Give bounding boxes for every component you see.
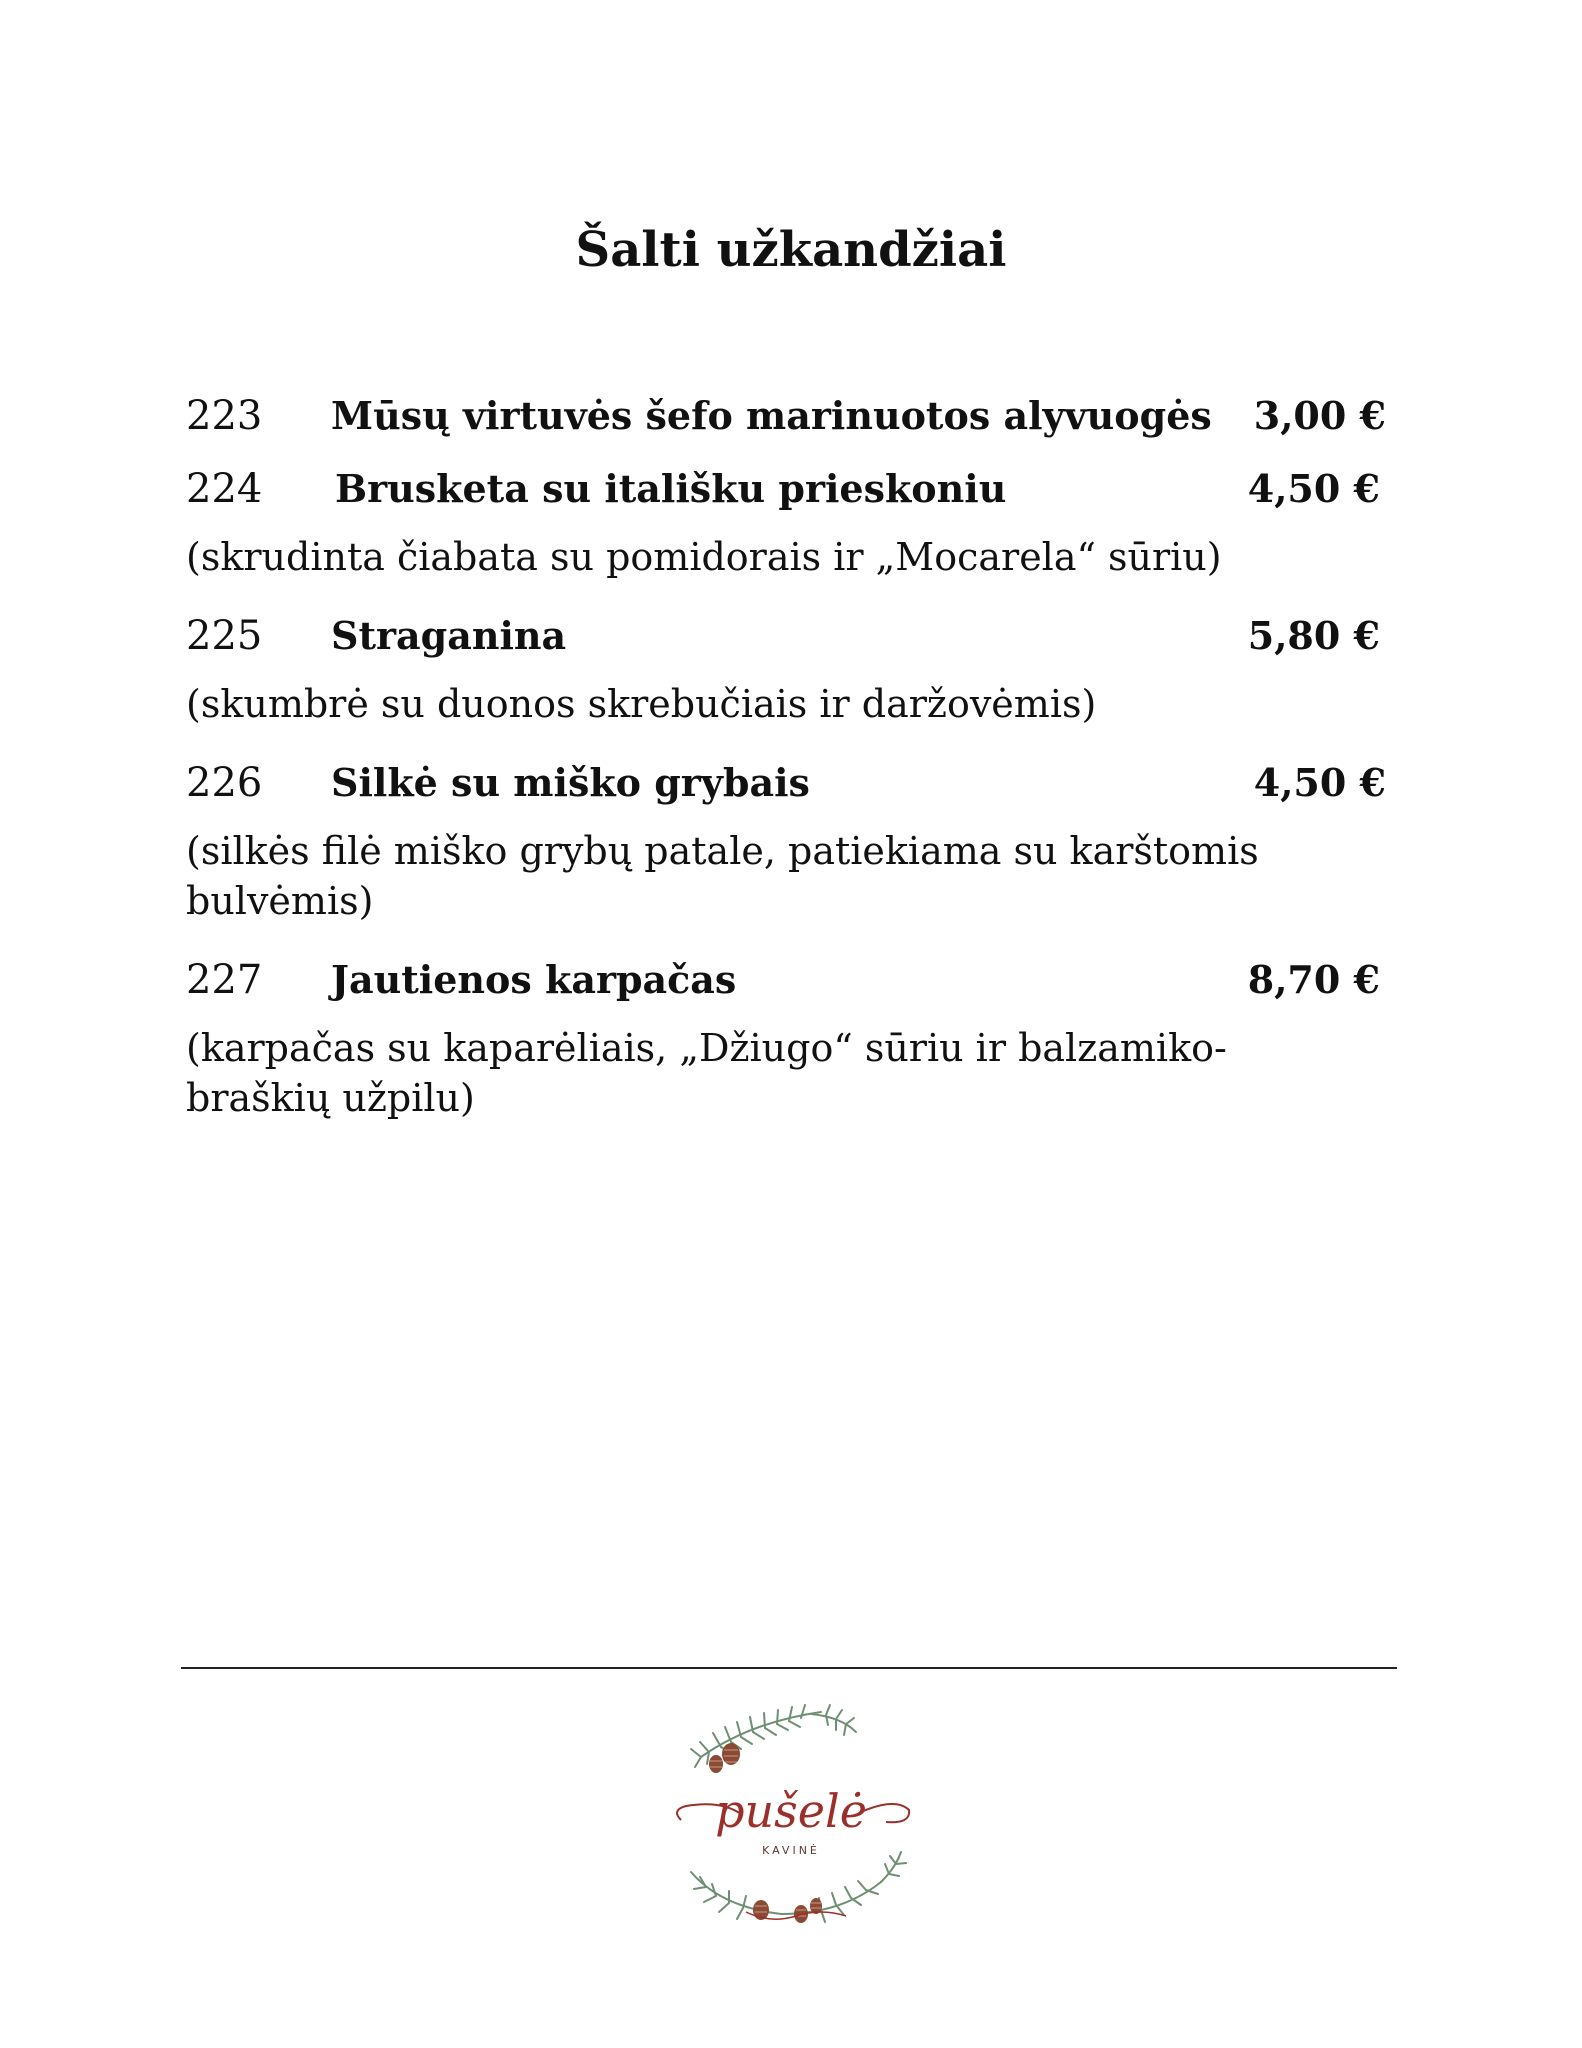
footer-divider — [181, 1667, 1397, 1669]
item-name: Jautienos karpačas — [331, 957, 737, 1002]
menu-item-row — [186, 950, 1386, 1023]
item-price: 4,50 € — [1253, 760, 1386, 805]
item-name: Mūsų virtuvės šefo marinuotos alyvuogės — [331, 393, 1212, 438]
item-number: 225 — [186, 613, 263, 659]
logo-name: pušelė — [715, 1784, 867, 1838]
item-number: 227 — [186, 957, 263, 1003]
item-number: 223 — [186, 393, 263, 439]
item-price: 3,00 € — [1253, 393, 1386, 438]
menu-item-row — [186, 459, 1386, 532]
page-title: Šalti užkandžiai — [575, 222, 1007, 278]
menu-item — [186, 606, 1386, 729]
item-description: (skrudinta čiabata su pomidorais ir „Mocarela“ sūriu) — [186, 535, 1222, 579]
menu-item — [186, 386, 1386, 459]
item-name: Brusketa su itališku prieskoniu — [335, 466, 1007, 511]
item-number: 226 — [186, 760, 263, 806]
menu-item-row — [186, 753, 1386, 826]
logo-subtitle: KAVINĖ — [762, 1844, 820, 1857]
item-price: 4,50 € — [1247, 466, 1380, 511]
menu-list — [186, 386, 1386, 1147]
menu-item — [186, 459, 1386, 582]
item-price: 5,80 € — [1247, 613, 1380, 658]
item-description: (silkės filė miško grybų patale, patiekiama su karštomis bulvėmis) — [186, 829, 1259, 923]
item-name: Straganina — [331, 613, 567, 658]
item-name: Silkė su miško grybais — [331, 760, 810, 805]
menu-item-row — [186, 606, 1386, 679]
item-number: 224 — [186, 466, 263, 512]
item-description: (karpačas su kaparėliais, „Džiugo“ sūriu ir balzamiko-braškių užpilu) — [186, 1026, 1227, 1120]
menu-item-row — [186, 386, 1386, 459]
pine-wreath-logo-icon — [661, 1702, 921, 1932]
item-description: (skumbrė su duonos skrebučiais ir daržovėmis) — [186, 682, 1097, 726]
menu-item — [186, 950, 1386, 1123]
item-price: 8,70 € — [1247, 957, 1380, 1002]
menu-item — [186, 753, 1386, 926]
